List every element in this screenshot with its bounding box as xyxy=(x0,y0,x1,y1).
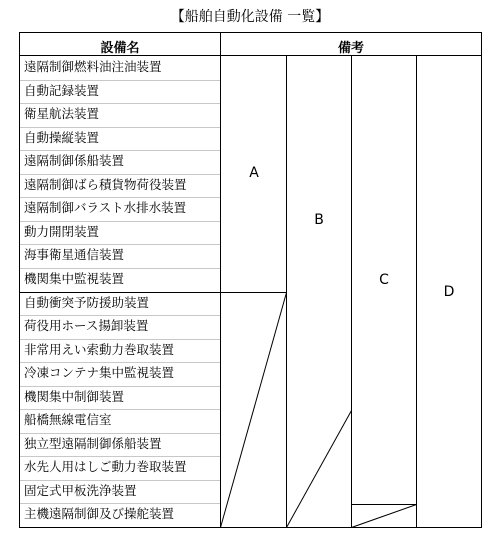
na-diagonal-c xyxy=(352,505,417,528)
group-c-label: C xyxy=(379,272,389,288)
table-row: 機関集中制御装置 xyxy=(24,388,125,404)
na-diagonal-a xyxy=(221,293,287,528)
group-b-label: B xyxy=(314,212,324,228)
table-row: 非常用えい索動力巻取装置 xyxy=(24,341,175,357)
table-row: 独立型遠隔制御係船装置 xyxy=(24,435,162,451)
header-remarks: 備考 xyxy=(337,41,364,56)
table-row: 遠隔制御燃料油注油装置 xyxy=(24,59,162,74)
table-row: 遠隔制御係船装置 xyxy=(24,153,125,169)
table-row: 機関集中監視装置 xyxy=(24,270,125,286)
table-row: 自動操縦装置 xyxy=(24,129,100,145)
table-row: 遠隔制御バラスト水排水装置 xyxy=(24,200,187,216)
group-a-label: A xyxy=(249,165,259,181)
table-row: 船橋無線電信室 xyxy=(24,412,112,428)
table-row: 自動衝突予防援助装置 xyxy=(24,294,150,310)
na-diagonal-b xyxy=(287,411,352,528)
table-row: 主機遠隔制御及び操舵装置 xyxy=(24,506,175,522)
header-equipment: 設備名 xyxy=(100,41,140,56)
page-title: 【船舶自動化設備 一覧】 xyxy=(170,9,330,25)
table-row: 荷役用ホース揚卸装置 xyxy=(24,318,149,334)
table-row: 冷凍コンテナ集中監視装置 xyxy=(24,365,175,381)
table-row: 海事衛星通信装置 xyxy=(24,247,125,263)
table-row: 衛星航法装置 xyxy=(24,106,100,122)
table-row: 動力開閉装置 xyxy=(24,223,100,239)
group-d-label: D xyxy=(443,284,455,300)
table-row: 水先人用はしご動力巻取装置 xyxy=(24,459,187,475)
table-row: 自動記録装置 xyxy=(24,82,100,98)
table-row: 固定式甲板洗浄装置 xyxy=(24,482,137,498)
table-row: 遠隔制御ばら積貨物荷役装置 xyxy=(24,176,187,192)
